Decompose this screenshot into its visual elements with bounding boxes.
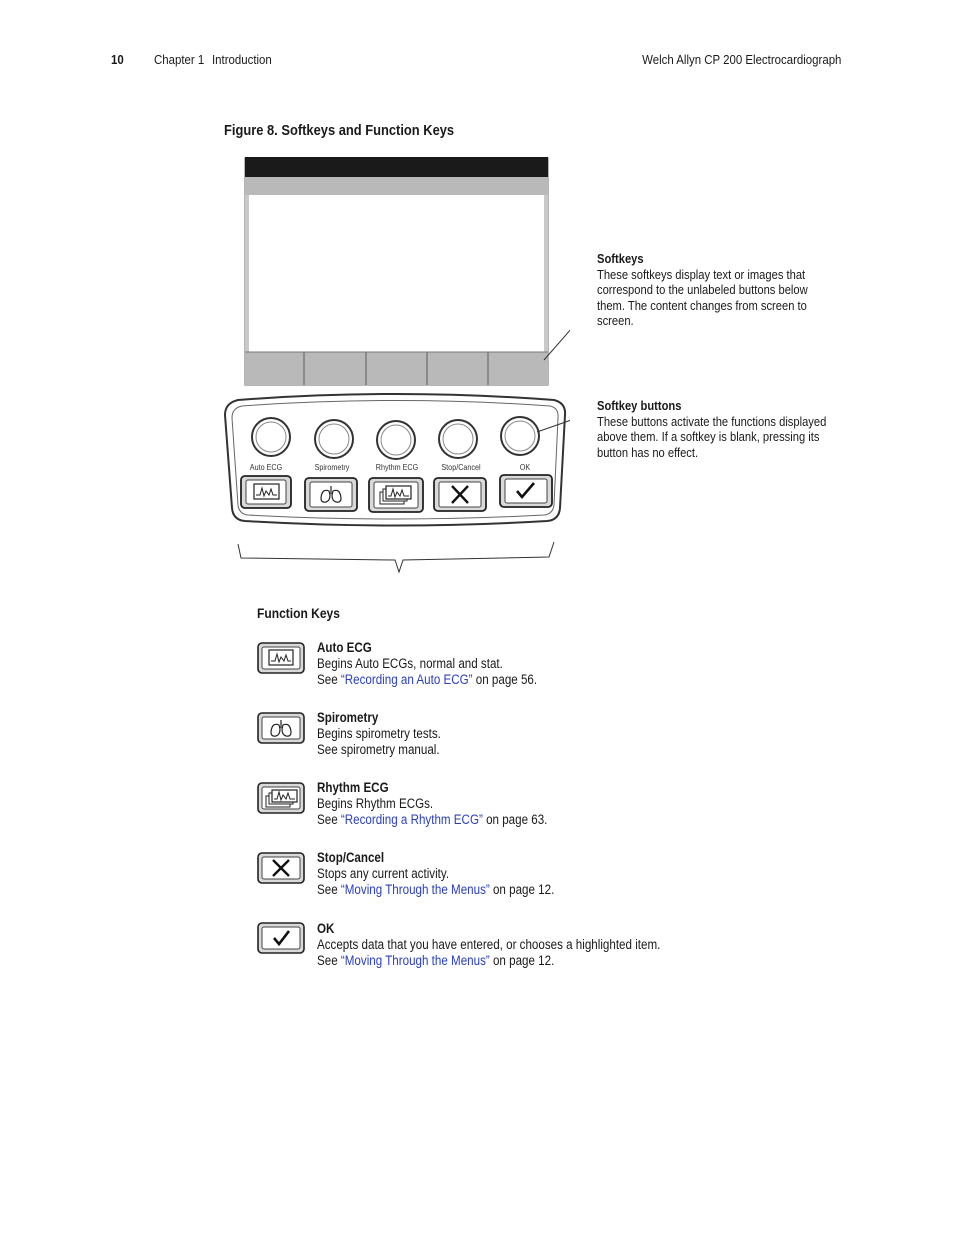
softkeys-callout-body: These softkeys display text or images that correspond to the unlabeled buttons below them. The content changes from screen to screen. <box>597 266 808 329</box>
softkey-bar <box>245 352 548 385</box>
softkey-buttons-callout-body: These buttons activate the functions displayed above them. If a softkey is blank, pressing its button has no effect. <box>597 413 827 460</box>
fk-see: See “Recording an Auto ECG” on page 56. <box>317 671 538 687</box>
function-keys-bracket <box>238 542 554 572</box>
softkeys-callout-title: Softkeys <box>597 251 644 266</box>
softkey-button-5[interactable] <box>501 417 539 455</box>
softkey-buttons-callout <box>597 398 877 460</box>
fk-link-moving-through-menus[interactable]: “Moving Through the Menus” <box>340 881 490 897</box>
fk-see: See “Moving Through the Menus” on page 12. <box>317 952 555 968</box>
softkey-button-3[interactable] <box>377 421 415 459</box>
softkey-button-4[interactable] <box>439 420 477 458</box>
fk-name: Auto ECG <box>317 640 372 655</box>
rhythm-ecg-icon <box>266 790 297 807</box>
fk-item-spirometry <box>317 710 461 757</box>
lcd-screen <box>245 157 548 385</box>
fk-item-ok <box>317 921 716 968</box>
panel-label-ok: OK <box>519 463 531 472</box>
fk-link-recording-rhythm-ecg[interactable]: “Recording a Rhythm ECG” <box>340 811 483 827</box>
stop-cancel-button[interactable] <box>434 478 486 511</box>
fk-desc: Stops any current activity. <box>317 865 450 881</box>
fk-item-auto-ecg <box>317 640 573 687</box>
panel-label-spirometry: Spirometry <box>314 463 350 472</box>
panel-label-rhythm-ecg: Rhythm ECG <box>375 463 419 472</box>
fk-desc: Begins Auto ECGs, normal and stat. <box>317 655 503 671</box>
ok-button[interactable] <box>500 475 552 507</box>
fk-see: See spirometry manual. <box>317 741 440 757</box>
fk-item-rhythm-ecg <box>317 780 585 827</box>
chapter-label: Chapter 1 <box>154 52 205 67</box>
fk-name: Stop/Cancel <box>317 850 385 865</box>
rhythm-ecg-button[interactable] <box>369 478 423 512</box>
fk-name: Rhythm ECG <box>317 780 389 795</box>
panel-label-auto-ecg: Auto ECG <box>249 463 283 472</box>
device-illustration <box>220 150 570 580</box>
fk-item-stop-cancel <box>317 850 593 897</box>
fk-see: See “Recording a Rhythm ECG” on page 63. <box>317 811 548 827</box>
product-name: Welch Allyn CP 200 Electrocardiograph <box>641 52 841 67</box>
softkey-buttons-callout-title: Softkey buttons <box>597 398 682 413</box>
softkey-button-1[interactable] <box>252 418 290 456</box>
fk-link-recording-auto-ecg[interactable]: “Recording an Auto ECG” <box>340 671 473 687</box>
figure-title: Figure 8. Softkeys and Function Keys <box>224 122 455 139</box>
page-number: 10 <box>111 52 124 67</box>
rhythm-ecg-icon <box>380 486 411 504</box>
fk-icon-auto-ecg <box>257 642 305 674</box>
fk-see: See “Moving Through the Menus” on page 12. <box>317 881 555 897</box>
fk-desc: Begins Rhythm ECGs. <box>317 795 434 811</box>
panel-label-stop-cancel: Stop/Cancel <box>441 463 481 472</box>
fk-name: Spirometry <box>317 710 379 725</box>
chapter-title: Introduction <box>212 52 272 67</box>
fk-icon-spirometry <box>257 712 305 744</box>
fk-link-moving-through-menus[interactable]: “Moving Through the Menus” <box>340 952 490 968</box>
spirometry-button[interactable] <box>305 478 357 511</box>
function-keys-heading: Function Keys <box>257 605 340 621</box>
auto-ecg-icon <box>254 484 279 499</box>
fk-desc: Accepts data that you have entered, or chooses a highlighted item. <box>317 936 661 952</box>
auto-ecg-icon <box>269 650 293 665</box>
fk-icon-rhythm-ecg <box>257 782 305 814</box>
fk-icon-ok <box>257 922 305 954</box>
softkeys-callout <box>597 251 877 329</box>
softkey-button-2[interactable] <box>315 420 353 458</box>
auto-ecg-button[interactable] <box>241 476 291 508</box>
fk-desc: Begins spirometry tests. <box>317 725 441 741</box>
fk-name: OK <box>317 921 335 936</box>
fk-icon-stop-cancel <box>257 852 305 884</box>
